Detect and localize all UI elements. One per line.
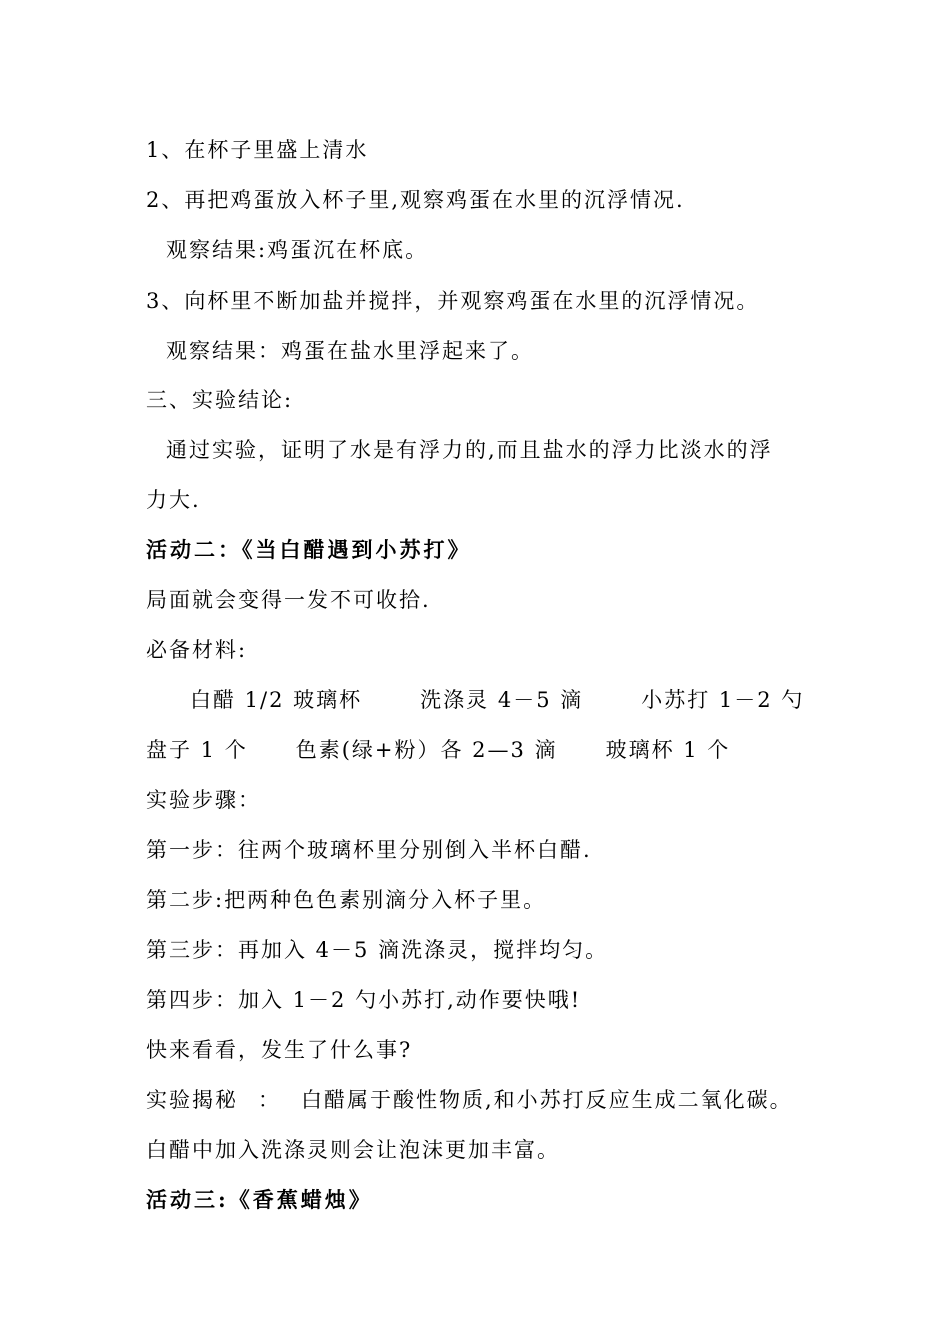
material-item: 盘子 1 个 — [146, 738, 248, 762]
procedure-step-1: 第一步：往两个玻璃杯里分别倒入半杯白醋. — [146, 838, 592, 862]
explanation-colon: ： — [258, 1088, 281, 1112]
step-3: 3、向杯里不断加盐并搅拌，并观察鸡蛋在水里的沉浮情况。 — [146, 289, 760, 313]
explanation-label: 实验揭秘 — [146, 1088, 238, 1112]
explanation-line-2: 白醋中加入洗涤灵则会让泡沫更加丰富。 — [146, 1138, 560, 1162]
conclusion-text-2: 力大. — [146, 488, 201, 512]
material-item: 小苏打 1－2 勺 — [641, 688, 805, 712]
question-line: 快来看看，发生了什么事? — [146, 1038, 413, 1062]
explanation-line — [146, 1085, 793, 1115]
explanation-text: 白醋属于酸性物质,和小苏打反应生成二氧化碳。 — [301, 1088, 793, 1112]
procedure-step-2: 第二步:把两种色色素别滴分入杯子里。 — [146, 888, 547, 912]
step-1: 1、在杯子里盛上清水 — [146, 138, 369, 162]
materials-row-2 — [146, 735, 730, 765]
procedure-step-4: 第四步：加入 1－2 勺小苏打,动作要快哦! — [146, 988, 582, 1012]
section-conclusion-heading: 三、实验结论: — [146, 388, 294, 412]
step-2: 2、再把鸡蛋放入杯子里,观察鸡蛋在水里的沉浮情况. — [146, 188, 685, 212]
conclusion-text-1: 通过实验，证明了水是有浮力的,而且盐水的浮力比淡水的浮 — [166, 438, 773, 462]
material-item: 洗涤灵 4－5 滴 — [420, 688, 584, 712]
materials-heading: 必备材料: — [146, 638, 248, 662]
materials-row-1 — [190, 685, 804, 715]
activity-2-heading: 活动二：《当白醋遇到小苏打》 — [146, 537, 472, 562]
material-item: 玻璃杯 1 个 — [605, 738, 731, 762]
material-item: 色素(绿+粉）各 2—3 滴 — [295, 738, 558, 762]
material-item: 白醋 1/2 玻璃杯 — [190, 688, 363, 712]
observation-1: 观察结果:鸡蛋沉在杯底。 — [166, 238, 429, 262]
steps-heading: 实验步骤： — [146, 788, 261, 812]
procedure-step-3: 第三步：再加入 4－5 滴洗涤灵，搅拌均匀。 — [146, 938, 609, 962]
observation-2: 观察结果：鸡蛋在盐水里浮起来了。 — [166, 339, 534, 363]
activity-2-intro: 局面就会变得一发不可收拾. — [146, 588, 431, 612]
activity-3-heading: 活动三:《香蕉蜡烛》 — [146, 1187, 373, 1212]
